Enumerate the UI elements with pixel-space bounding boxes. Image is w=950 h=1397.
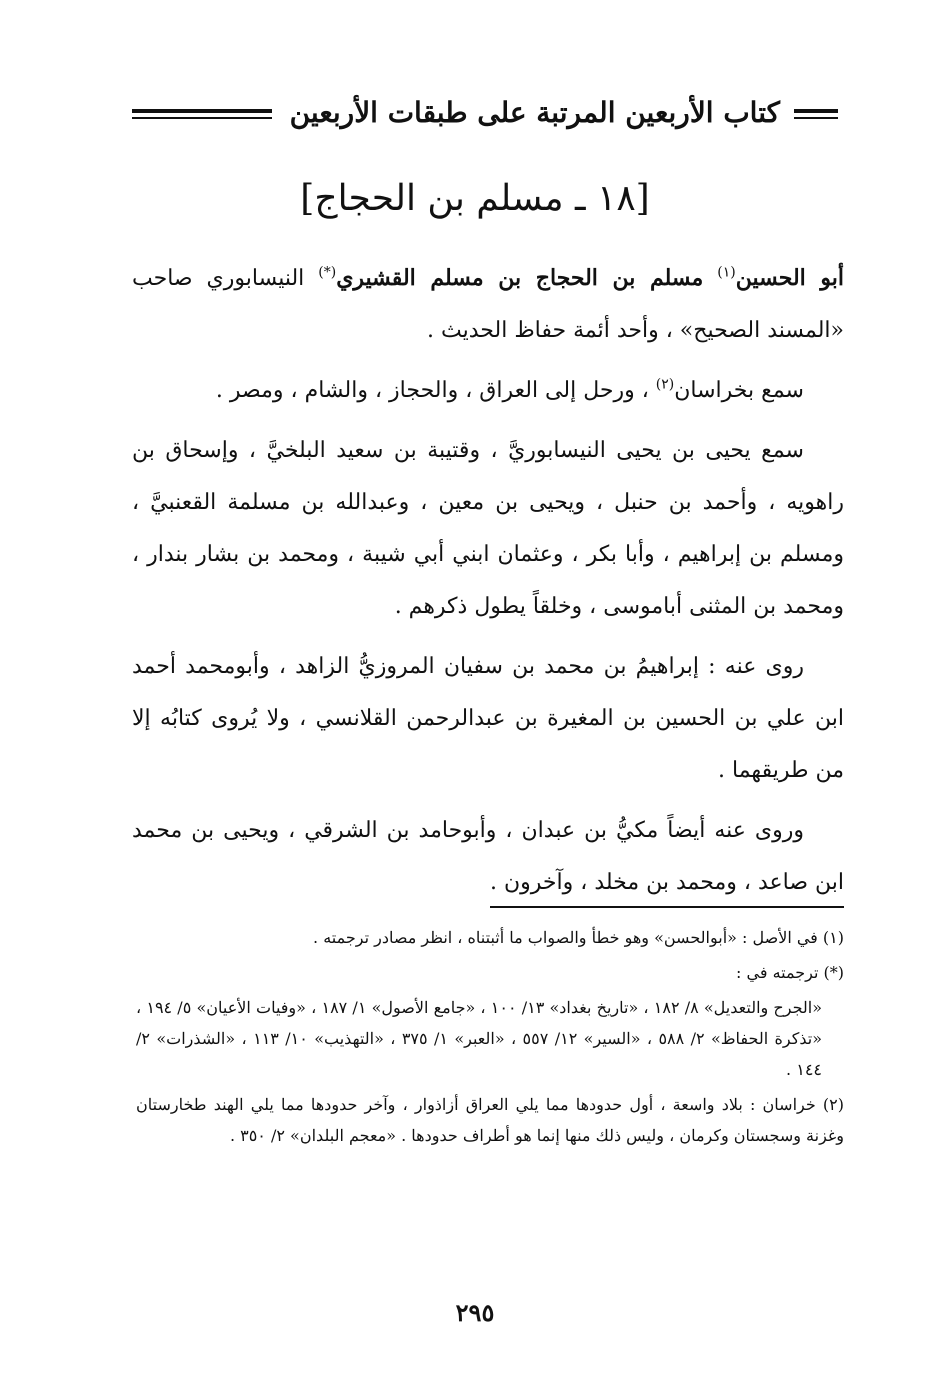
footnotes <box>136 922 844 1155</box>
running-header <box>128 92 838 142</box>
running-title: كتاب الأربعين المرتبة على طبقات الأربعين <box>289 96 780 129</box>
header-rule-left <box>132 109 272 123</box>
kunya: أبو الحسين <box>735 265 845 291</box>
paragraph-other-students: وروى عنه أيضاً مكيُّ بن عبدان ، وأبوحامد بن الشرقي ، ويحيى بن محمد ابن صاعد ، ومحمد بن مخلد ، وآخرون . <box>132 818 844 895</box>
footnote-sources: «الجرح والتعديل» ٨/ ١٨٢ ، «تاريخ بغداد» ١٣/ ١٠٠ ، «جامع الأصول» ١/ ١٨٧ ، «وفيات الأعيان» ٥/ ١٩٤ ، «تذكرة الحفاظ» ٢/ ٥٨٨ ، «السير» ١٢/ ٥٥٧ ، «العبر» ١/ ٣٧٥ ، «التهذيب» ١٠/ ١١٣ ، «الشذرات» ٢/ ١٤٤ . <box>136 998 823 1079</box>
chapter-title: [١٨ ـ مسلم بن الحجاج] <box>300 178 650 219</box>
footnote-star: (*) ترجمته في : <box>736 963 844 982</box>
page-number: ٢٩٥ <box>455 1298 495 1327</box>
footnote-ref-1: (١) <box>717 264 736 281</box>
paragraph-students: روى عنه : إبراهيمُ بن محمد بن سفيان المروزيُّ الزاهد ، وأبومحمد أحمد ابن علي بن الحسين بن المغيرة بن عبدالرحمن القلانسي ، ولا يُروى كتابُه إلا من طريقهما . <box>132 654 844 783</box>
full-name: مسلم بن الحجاج بن مسلم القشيري <box>336 265 704 291</box>
paragraph-travels <box>132 365 844 417</box>
footnote-1: (١) في الأصل : «أبوالحسن» وهو خطأ والصواب ما أثبتناه ، انظر مصادر ترجمته . <box>313 928 844 947</box>
footnote-2: (٢) خراسان : بلاد واسعة ، أول حدودها مما يلي العراق أزاذوار ، وآخر حدودها مما يلي الهند طخارستان وغزنة وسجستان وكرمان ، وليس ذلك منها إنما هو أطراف حدودها . «معجم البلدان» ٢/ ٣٥٠ . <box>136 1095 844 1145</box>
travels-start: سمع بخراسان <box>674 378 804 403</box>
travels-rest: ، ورحل إلى العراق ، والحجاز ، والشام ، ومصر . <box>215 378 649 403</box>
paragraph-intro <box>132 252 844 357</box>
intro-rest: النيسابوري صاحب «المسند الصحيح» ، وأحد أئمة حفاظ الحديث . <box>132 266 844 343</box>
paragraph-teachers: سمع يحيى بن يحيى النيسابوريَّ ، وقتيبة بن سعيد البلخيَّ ، وإسحاق بن راهويه ، وأحمد بن حنبل ، ويحيى بن معين ، وعبدالله بن مسلمة القعنبيَّ ، ومسلم بن إبراهيم ، وأبا بكر ، وعثمان ابني أبي شيبة ، ومحمد بن بشار بندار ، ومحمد بن المثنى أباموسى ، وخلقاً يطول ذكرهم . <box>132 438 844 619</box>
footnote-separator <box>490 906 844 908</box>
footnote-ref-star: (*) <box>318 264 337 281</box>
header-rule-right <box>794 109 838 123</box>
footnote-ref-2: (٢) <box>655 376 675 393</box>
body-text <box>132 252 844 917</box>
